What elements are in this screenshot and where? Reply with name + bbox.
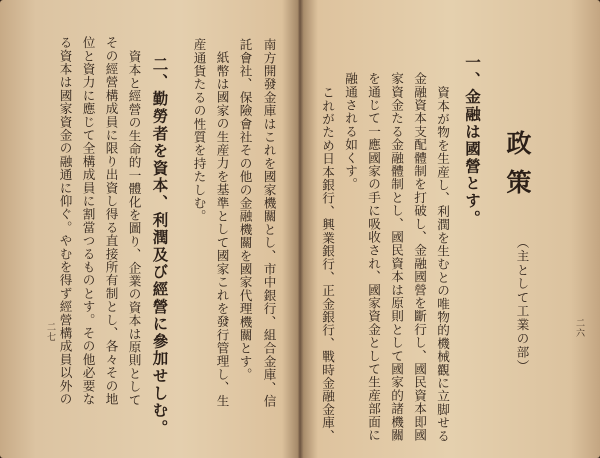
paragraph-line: その經營構成員に限り出資し得る直接所有制とし、各々その地 [103,36,119,406]
paragraph-line: 資本が物を生産し、利潤を生むとの唯物的機械觀に立脚せる [435,86,450,443]
paragraph-line: 金融資本支配體制を打破し、金融國營を斷行し、國民資本即國 [412,72,427,442]
paragraph-line: 位と資力に應じて全構成員に割當つるものとす。その他必要な [80,36,96,406]
paragraph-line: 資本と經營の生命的一體化を圖り、企業の資本は原則として [126,50,142,407]
section-heading-1: 一、金融は國營とす。 [463,54,482,227]
paragraph-line: これがため日本銀行、興業銀行、正金銀行、戰時金融金庫、 [320,86,335,443]
paragraph-line: 家資金たる金融體制とし、國民資本は原則として國家的諸機關 [389,72,404,442]
page-number-left: 二七 [45,322,55,342]
right-page [302,0,600,458]
page-subtitle: （主として工業の部） [515,236,530,373]
paragraph-line: 融通される如くす。 [343,72,358,191]
paragraph-line: 紙幣は國家の生産力を基準として國家これを發行管理し、生 [214,51,230,408]
section-heading-2: 二、勤勞者を資本、利潤及び經營に參加せしむ。 [150,56,170,437]
paragraph-line: る資本は國家資金の融通に仰ぐ。やむを得ず經營構成員以外の [57,36,73,406]
paragraph-line: 託會社、保險會社その他の金融機關を國家代理機關とす。 [237,38,253,382]
paragraph-line: を通じて一應國家の手に吸收され、國家資金として生産部面に [366,72,381,442]
left-page [0,0,298,458]
paragraph-line: 南方開發金庫はこれを國家機關とし、市中銀行、組合金庫、信 [261,38,277,408]
page-number-right: 二六 [574,318,584,338]
paragraph-line: 産通貨たるの性質を持たしむ。 [191,38,207,223]
page-title: 政策 [503,130,532,208]
